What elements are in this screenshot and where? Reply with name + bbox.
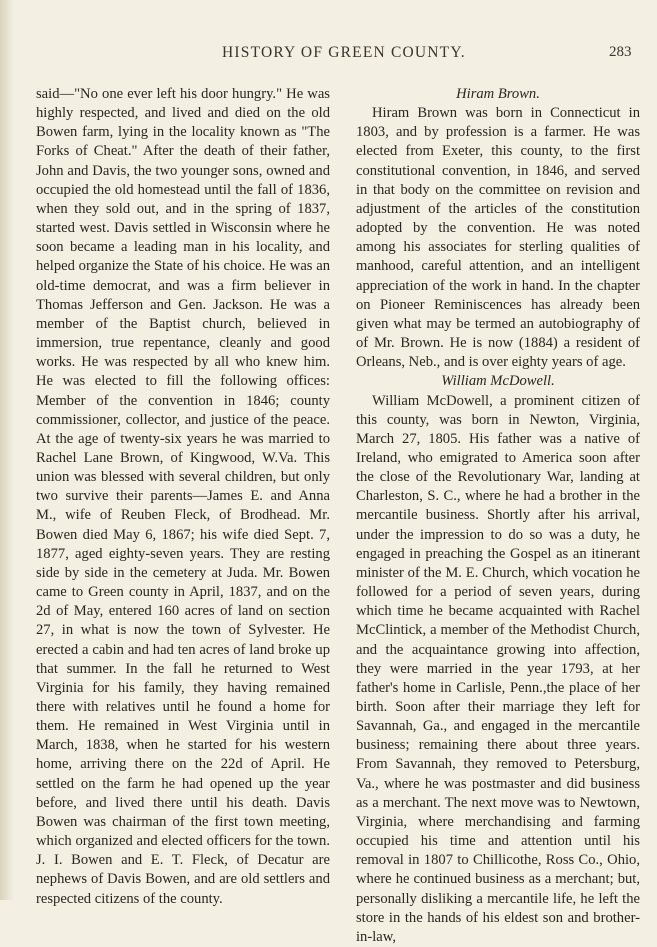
- page-edge-shadow: [0, 0, 14, 900]
- page-number: 283: [609, 44, 632, 61]
- right-column: [356, 85, 640, 947]
- left-column: [36, 85, 330, 909]
- running-head: HISTORY OF GREEN COUNTY.: [222, 44, 466, 62]
- bowen-paragraph: said—"No one ever left his door hungry." He was highly respected, and lived and died on the old Bowen farm, lying in the locality known as "The Forks of Cheat." After the death of their father, John and Davis, the two younger sons, owned and occupied the old homestead until the fall of 1836, when they sold out, and in the spring of 1837, started west. Davis settled in Wisconsin where he soon became a leading man in his locality, and helped organize the State of his choice. He was an old-time democrat, and was a firm believer in Thomas Jefferson and Gen. Jackson. He was a member of the Baptist church, believed in immersion, true repentance, cleanly and good works. He was respected by all who knew him. He was elected to fill the following offices: Member of the convention in 1846; county commissioner, collector, and justice of the peace. At the age of twenty-six years he was married to Rachel Lane Brown, of Kingwood, W.Va. This union was blessed with several children, but only two survive their parents—James E. and Anna M., wife of Reuben Fleck, of Brodhead. Mr. Bowen died May 6, 1867; his wife died Sept. 7, 1877, aged eighty-seven years. They are resting side by side in the cemetery at Juda. Mr. Bowen came to Green county in April, 1837, and on the 2d of May, entered 160 acres of land on section 27, in what is now the town of Sylvester. He erected a cabin and had ten acres of land broke up that summer. In the fall he returned to West Virginia for his family, they having remained there with relatives until he found a home for them. He remained in West Virginia until in March, 1838, when he started for his western home, arriving there on the 22d of April. He settled on the farm he had opened up the year before, and lived there until his death. Davis Bowen was chairman of the first town meeting, which organized and elected officers for the town. J. I. Bowen and E. T. Fleck, of Decatur are nephews of Davis Bowen, and are old settlers and respected citizens of the county.: [36, 85, 330, 909]
- hiram-brown-paragraph: Hiram Brown was born in Connecticut in 1803, and by profession is a farmer. He was elected from Exeter, this county, to the first constitutional convention, in 1846, and served in that body on the committee on revision and adjustment of the articles of the constitution adopted by the convention. He was noted among his associates for sterling qualities of manhood, careful attention, and an intelligent appreciation of the work in hand. In the chapter on Pioneer Reminiscences has already been given what may be termed an autobiography of of Mr. Brown. He is now (1884) a resident of Orleans, Neb., and is over eighty years of age.: [356, 104, 640, 372]
- page-header: [0, 44, 657, 66]
- william-mcdowell-paragraph: William McDowell, a prominent citizen of this county, was born in Newton, Virginia, March 27, 1805. His father was a native of Ireland, who emigrated to America soon after the close of the Revolutionary War, landing at Charleston, S. C., where he had a brother in the mercantile business. Shortly after his arrival, under the impression to do so was a duty, he engaged in preaching the Gospel as an itinerant minister of the M. E. Church, which vocation he followed for a period of seven years, during which time he became acquainted with Rachel McClintick, a member of the Methodist Church, and the acquaintance growing into affection, they were married in the year 1793, at her father's home in Carlisle, Penn.,the place of her birth. Soon after their marriage they left for Savannah, Ga., and engaged in the mercantile business; remaining there about three years. From Savannah, they removed to Petersburg, Va., where he was postmaster and did business as a merchant. The next move was to Newtown, Virginia, where merchandising and farming occupied his time and attention until his removal in 1807 to Chillicothe, Ross Co., Ohio, where he continued business as a merchant; but, personally disliking a mercantile life, he left the store in the hands of his eldest son and brother-in-law,: [356, 392, 640, 947]
- section-title-william-mcdowell: William McDowell.: [356, 372, 640, 391]
- section-title-hiram-brown: Hiram Brown.: [356, 85, 640, 104]
